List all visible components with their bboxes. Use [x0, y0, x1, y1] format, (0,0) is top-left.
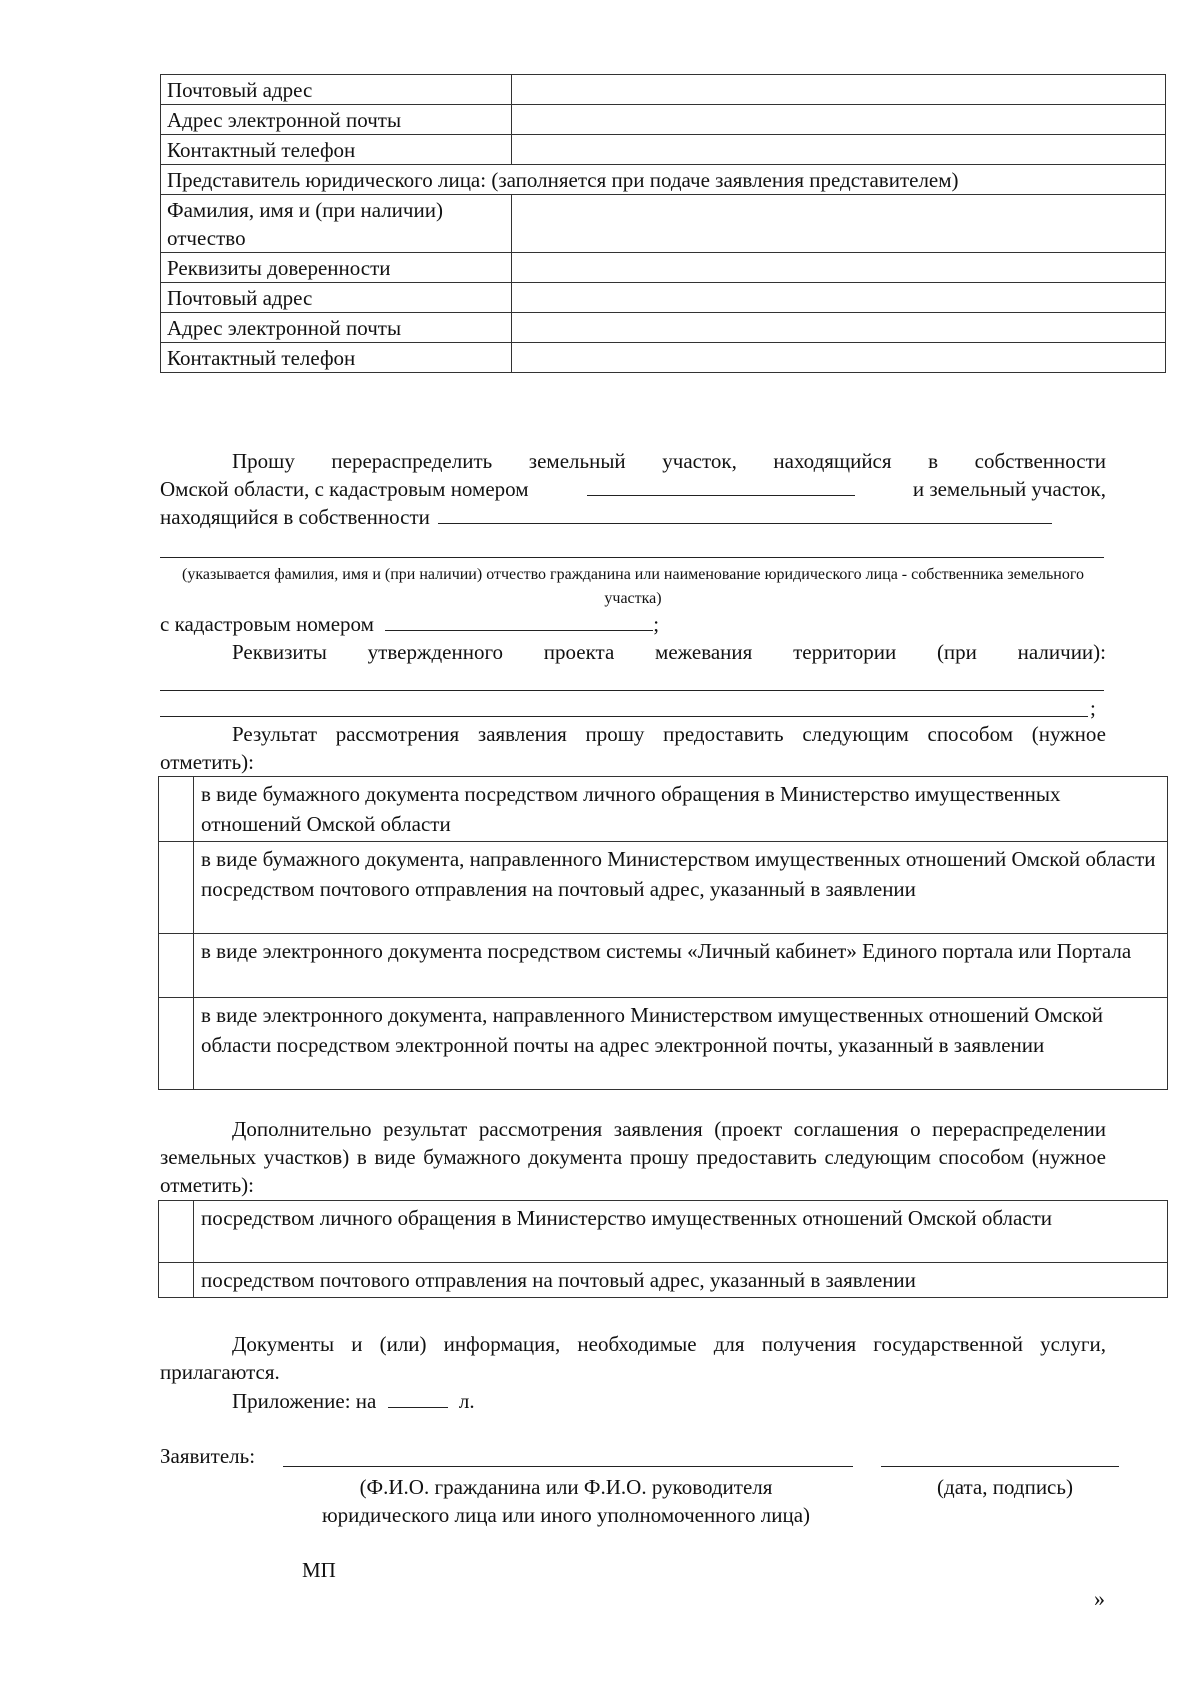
cadastral-number-field-2[interactable] [385, 610, 653, 631]
label-rep-postal-address: Почтовый адрес [161, 283, 512, 313]
result-option-3-checkbox[interactable] [159, 934, 194, 998]
table-row [161, 165, 1166, 195]
applicant-label: Заявитель: [160, 1444, 256, 1468]
owner-field-line[interactable] [160, 557, 1104, 558]
label-power-of-attorney: Реквизиты доверенности [161, 253, 512, 283]
result-options-table [158, 776, 1168, 1090]
request-line-2a: Омской области, с кадастровым номером [160, 477, 529, 501]
attachment-suffix: л. [458, 1389, 475, 1413]
label-email: Адрес электронной почты [161, 105, 512, 135]
table-row [161, 343, 1166, 373]
field-rep-full-name[interactable] [512, 195, 1166, 253]
attachment-pages-field[interactable] [388, 1387, 448, 1408]
label-rep-email: Адрес электронной почты [161, 313, 512, 343]
table-row [159, 998, 1168, 1090]
additional-option-1-text: посредством личного обращения в Министерство имущественных отношений Омской области [194, 1201, 1168, 1263]
table-row [161, 195, 1166, 253]
owner-field[interactable] [438, 503, 1052, 524]
request-line-2 [160, 475, 1106, 503]
field-postal-address[interactable] [512, 75, 1166, 105]
result-option-2-checkbox[interactable] [159, 842, 194, 934]
table-row [161, 105, 1166, 135]
label-postal-address: Почтовый адрес [161, 75, 512, 105]
cadastral-line [160, 610, 1106, 638]
cadastral-semicolon: ; [653, 612, 660, 636]
additional-options-table [158, 1200, 1168, 1298]
cadastral-label: с кадастровым номером [160, 612, 374, 636]
table-row [159, 1201, 1168, 1263]
label-phone: Контактный телефон [161, 135, 512, 165]
table-row [161, 313, 1166, 343]
project-line: Реквизиты утвержденного проекта межевания территории (при наличии): [232, 640, 1106, 664]
documents-text: Документы и (или) информация, необходимые для получения государственной услуги, прилагаются. [160, 1332, 1106, 1384]
table-row [161, 75, 1166, 105]
additional-option-2-text: посредством почтового отправления на почтовый адрес, указанный в заявлении [194, 1263, 1168, 1298]
closing-quote: » [1094, 1586, 1105, 1611]
project-field-line-2[interactable] [160, 716, 1088, 717]
project-end-semicolon: ; [1090, 696, 1096, 720]
owner-note: (указывается фамилия, имя и (при наличии) отчество гражданина или наименование юридического лица - собственника земельного участка) [181, 566, 1085, 607]
contact-table [160, 74, 1166, 373]
additional-option-1-checkbox[interactable] [159, 1201, 194, 1263]
additional-intro: Дополнительно результат рассмотрения заявления (проект соглашения о перераспределении земельных участков) в виде бумажного документа прошу предоставить следующим способом (нужное отметить): [160, 1117, 1106, 1197]
table-row [159, 934, 1168, 998]
cadastral-number-field-1[interactable] [587, 475, 855, 496]
label-rep-full-name: Фамилия, имя и (при наличии) отчество [161, 195, 512, 253]
table-row [161, 283, 1166, 313]
date-signature-line[interactable] [881, 1466, 1119, 1467]
request-line-3 [160, 503, 1106, 531]
table-row [161, 135, 1166, 165]
field-rep-email[interactable] [512, 313, 1166, 343]
field-email[interactable] [512, 105, 1166, 135]
representative-header: Представитель юридического лица: (заполняется при подаче заявления представителем) [161, 165, 1166, 195]
result-option-1-checkbox[interactable] [159, 777, 194, 842]
date-signature-caption: (дата, подпись) [937, 1475, 1073, 1499]
request-line-1: Прошу перераспределить земельный участок, находящийся в собственности [232, 449, 1106, 473]
result-option-4-text: в виде электронного документа, направленного Министерством имущественных отношений Омской области посредством электронной почты на адрес электронной почты, указанный в заявлении [194, 998, 1168, 1090]
attachment-prefix: Приложение: на [232, 1389, 377, 1413]
result-option-3-text: в виде электронного документа посредством системы «Личный кабинет» Единого портала или Портала [194, 934, 1168, 998]
result-intro: Результат рассмотрения заявления прошу предоставить следующим способом (нужное отметить): [160, 722, 1106, 774]
table-row [161, 253, 1166, 283]
result-option-2-text: в виде бумажного документа, направленного Министерством имущественных отношений Омской области посредством почтового отправления на почтовый адрес, указанный в заявлении [194, 842, 1168, 934]
label-rep-phone: Контактный телефон [161, 343, 512, 373]
applicant-name-caption: (Ф.И.О. гражданина или Ф.И.О. руководителя юридического лица или иного уполномоченного лица) [321, 1475, 811, 1527]
table-row [159, 1263, 1168, 1298]
table-row [159, 842, 1168, 934]
attachment-line [160, 1387, 1106, 1415]
project-field-line-1[interactable] [160, 690, 1104, 691]
table-row [159, 777, 1168, 842]
result-option-1-text: в виде бумажного документа посредством личного обращения в Министерство имущественных отношений Омской области [194, 777, 1168, 842]
request-line-2b: и земельный участок, [912, 477, 1106, 501]
request-line-3-text: находящийся в собственности [160, 505, 430, 529]
stamp-placeholder: МП [302, 1558, 336, 1582]
field-rep-postal-address[interactable] [512, 283, 1166, 313]
field-power-of-attorney[interactable] [512, 253, 1166, 283]
result-option-4-checkbox[interactable] [159, 998, 194, 1090]
request-paragraph [160, 447, 1106, 531]
applicant-name-line[interactable] [283, 1466, 853, 1467]
additional-option-2-checkbox[interactable] [159, 1263, 194, 1298]
field-phone[interactable] [512, 135, 1166, 165]
field-rep-phone[interactable] [512, 343, 1166, 373]
